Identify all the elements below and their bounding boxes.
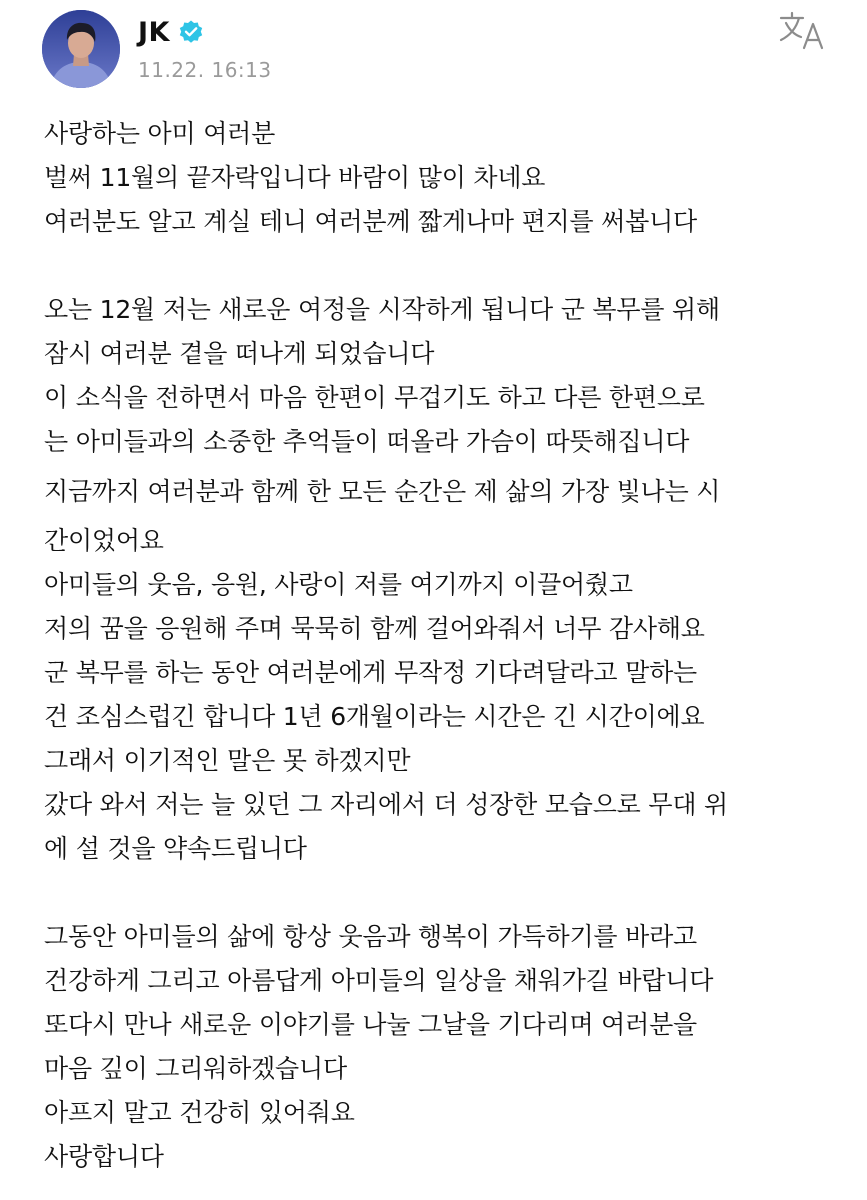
paragraph-3 — [44, 915, 844, 1179]
post-line: 여러분도 알고 계실 테니 여러분께 짧게나마 편지를 써봅니다 — [44, 207, 697, 236]
post-line: 사랑합니다 — [44, 1142, 164, 1171]
post-line: 건강하게 그리고 아름답게 아미들의 일상을 채워가길 바랍니다 — [44, 966, 714, 995]
post-line: 간이었어요 — [44, 526, 164, 555]
post-body — [44, 112, 844, 1179]
author-row — [138, 14, 204, 50]
post-line: 마음 깊이 그리워하겠습니다 — [44, 1054, 347, 1083]
post-line: 저의 꿈을 응원해 주며 묵묵히 함께 걸어와줘서 너무 감사해요 — [44, 614, 705, 643]
post-line: 사랑하는 아미 여러분 — [44, 119, 276, 148]
post-line: 에 설 것을 약속드립니다 — [44, 834, 307, 863]
post-line: 그동안 아미들의 삶에 항상 웃음과 행복이 가득하기를 바라고 — [44, 922, 697, 951]
post-line: 잠시 여러분 곁을 떠나게 되었습니다 — [44, 339, 435, 368]
avatar-image — [42, 10, 120, 88]
post-line: 또다시 만나 새로운 이야기를 나눌 그날을 기다리며 여러분을 — [44, 1010, 697, 1039]
paragraph-1 — [44, 112, 844, 244]
post-line: 군 복무를 하는 동안 여러분에게 무작정 기다려달라고 말하는 — [44, 658, 697, 687]
post-line: 그래서 이기적인 말은 못 하겠지만 — [44, 746, 411, 775]
verified-badge-icon — [178, 19, 204, 45]
post-line: 오는 12월 저는 새로운 여정을 시작하게 됩니다 군 복무를 위해 — [44, 295, 720, 324]
post-line: 지금까지 여러분과 함께 한 모든 순간은 제 삶의 가장 빛나는 시 — [44, 477, 721, 506]
translate-icon — [778, 10, 826, 50]
post-line: 는 아미들과의 소중한 추억들이 떠올라 가슴이 따뜻해집니다 — [44, 427, 690, 456]
post-timestamp: 11.22. 16:13 — [138, 58, 272, 82]
post-line: 건 조심스럽긴 합니다 1년 6개월이라는 시간은 긴 시간이에요 — [44, 702, 705, 731]
paragraph-gap — [44, 244, 844, 288]
translate-button[interactable] — [774, 8, 830, 52]
paragraph-gap — [44, 871, 844, 915]
author-name[interactable]: JK — [138, 16, 170, 48]
post-line: 아미들의 웃음, 응원, 사랑이 저를 여기까지 이끌어줬고 — [44, 570, 633, 599]
post-line: 아프지 말고 건강히 있어줘요 — [44, 1098, 355, 1127]
post-header — [0, 0, 867, 100]
paragraph-2 — [44, 288, 844, 871]
post-line: 이 소식을 전하면서 마음 한편이 무겁기도 하고 다른 한편으로 — [44, 383, 705, 412]
avatar[interactable] — [42, 10, 120, 88]
post-line: 갔다 와서 저는 늘 있던 그 자리에서 더 성장한 모습으로 무대 위 — [44, 790, 728, 819]
post-line: 벌써 11월의 끝자락입니다 바람이 많이 차네요 — [44, 163, 546, 192]
